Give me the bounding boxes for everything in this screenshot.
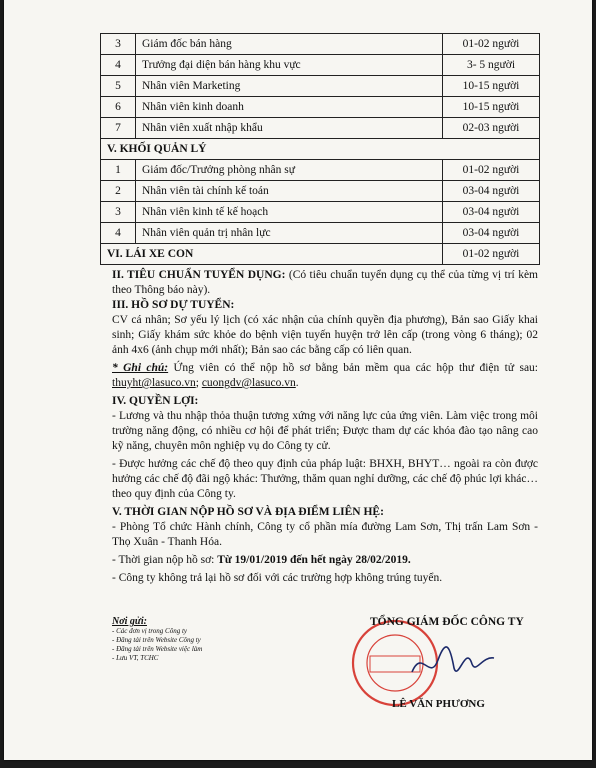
position-quantity: 03-04 người — [443, 202, 540, 223]
row-number: 2 — [101, 181, 136, 202]
position-quantity: 10-15 người — [443, 97, 540, 118]
table-row — [101, 118, 540, 139]
section-title: III. HỒ SƠ DỰ TUYỂN: — [112, 299, 235, 311]
section-text: (Có tiêu chuẩn tuyển dụng cụ thể của từng vị trí kèm theo Thông báo này). — [112, 269, 538, 296]
section-title: V. THỜI GIAN NỘP HỒ SƠ VÀ ĐỊA ĐIỂM LIÊN HỆ: — [112, 506, 384, 518]
position-name: Giám đốc/Trưởng phòng nhân sự — [136, 160, 443, 181]
benefit-paragraph: - Lương và thu nhập thỏa thuận tương xứng với năng lực của ứng viên. Làm việc trong môi trường năng động, có nhiều cơ hội để phát triển; Được tham dự các khóa đào tạo nâng cao kỹ năng, chuyên môn nghiệp vụ do Công ty cử. — [112, 410, 538, 452]
benefit-paragraph: - Được hưởng các chế độ theo quy định của pháp luật: BHXH, BHYT… ngoài ra còn được hưởng các chế độ đãi ngộ khác: Thưởng, thăm quan nghỉ dưỡng, các chế độ phúc lợi khác… theo quy định của Công ty. — [112, 458, 538, 500]
position-quantity: 01-02 người — [443, 160, 540, 181]
submission-deadline — [112, 553, 538, 568]
signature-icon — [408, 638, 498, 688]
row-number: 3 — [101, 34, 136, 55]
position-quantity: 10-15 người — [443, 76, 540, 97]
position-quantity: 01-02 người — [443, 34, 540, 55]
document-footer — [112, 616, 542, 726]
position-name: Trưởng đại diện bán hàng khu vực — [136, 55, 443, 76]
row-number: 5 — [101, 76, 136, 97]
position-quantity: 02-03 người — [443, 118, 540, 139]
table-row — [101, 160, 540, 181]
position-quantity: 03-04 người — [443, 223, 540, 244]
period: . — [295, 377, 299, 389]
row-number: 6 — [101, 97, 136, 118]
position-quantity: 03-04 người — [443, 181, 540, 202]
note — [112, 361, 538, 391]
position-name: Nhân viên kinh tế kế hoạch — [136, 202, 443, 223]
email-link-2[interactable]: cuongdv@lasuco.vn — [201, 377, 296, 389]
contact-address: - Phòng Tổ chức Hành chính, Công ty cổ phần mía đường Lam Sơn, Thị trấn Lam Sơn - Thọ Xuân - Thanh Hóa. — [112, 521, 538, 548]
row-number: 4 — [101, 223, 136, 244]
email-link-1[interactable]: thuyht@lasuco.vn — [112, 377, 196, 389]
position-name: Nhân viên Marketing — [136, 76, 443, 97]
recipient-item: - Đăng tải trên Website Công ty — [112, 636, 201, 644]
table-row — [101, 97, 540, 118]
table-row — [101, 223, 540, 244]
director-title: TỔNG GIÁM ĐỐC CÔNG TY — [370, 616, 524, 628]
separator: ; — [195, 377, 202, 389]
document-page — [4, 0, 592, 760]
row-number: 7 — [101, 118, 136, 139]
note-label: * Ghi chú: — [112, 362, 169, 374]
table-row — [101, 202, 540, 223]
position-name: Nhân viên quản trị nhân lực — [136, 223, 443, 244]
note-text: Ứng viên có thể nộp hồ sơ bằng bản mềm qua các hộp thư điện tử sau: — [168, 362, 538, 374]
table-row — [101, 34, 540, 55]
row-number: 1 — [101, 160, 136, 181]
section-heading: VI. LÁI XE CON — [101, 244, 443, 265]
table-row — [101, 76, 540, 97]
signer-name: LÊ VĂN PHƯƠNG — [392, 698, 485, 710]
section-standards — [112, 268, 538, 298]
position-name: Giám đốc bán hàng — [136, 34, 443, 55]
position-quantity: 01-02 người — [443, 244, 540, 265]
position-name: Nhân viên xuất nhập khẩu — [136, 118, 443, 139]
row-number: 4 — [101, 55, 136, 76]
section-title: II. TIÊU CHUẨN TUYỂN DỤNG: — [112, 269, 286, 281]
dossier-requirements: CV cá nhân; Sơ yếu lý lịch (có xác nhận của chính quyền địa phương), Bản sao Giấy khai sinh; Giấy khám sức khỏe do bệnh viện tuyến huyện trở lên cấp (trong vòng 6 tháng); 02 ảnh 4x6 (ảnh chụp mới nhất); Bản sao các bằng cấp có liên quan. — [112, 314, 538, 356]
position-name: Nhân viên tài chính kế toán — [136, 181, 443, 202]
no-return-notice: - Công ty không trả lại hồ sơ đối với các trường hợp không trúng tuyển. — [112, 572, 443, 584]
document-body — [112, 268, 538, 586]
recipient-item: - Đăng tải trên Website việc làm — [112, 645, 203, 653]
position-quantity: 3- 5 người — [443, 55, 540, 76]
section-title: IV. QUYỀN LỢI: — [112, 395, 199, 407]
recipient-item: - Lưu VT, TCHC — [112, 654, 159, 662]
section-heading: V. KHỐI QUẢN LÝ — [101, 139, 540, 160]
row-number: 3 — [101, 202, 136, 223]
positions-table — [100, 33, 540, 265]
section-row-management — [101, 139, 540, 160]
table-row — [101, 55, 540, 76]
recipient-item: - Các đơn vị trong Công ty — [112, 627, 188, 635]
recipients-title: Nơi gửi: — [112, 616, 147, 627]
position-name: Nhân viên kinh doanh — [136, 97, 443, 118]
deadline-dates: Từ 19/01/2019 đến hết ngày 28/02/2019. — [217, 554, 411, 566]
deadline-label: - Thời gian nộp hồ sơ: — [112, 554, 218, 566]
table-row — [101, 181, 540, 202]
section-row-driver — [101, 244, 540, 265]
